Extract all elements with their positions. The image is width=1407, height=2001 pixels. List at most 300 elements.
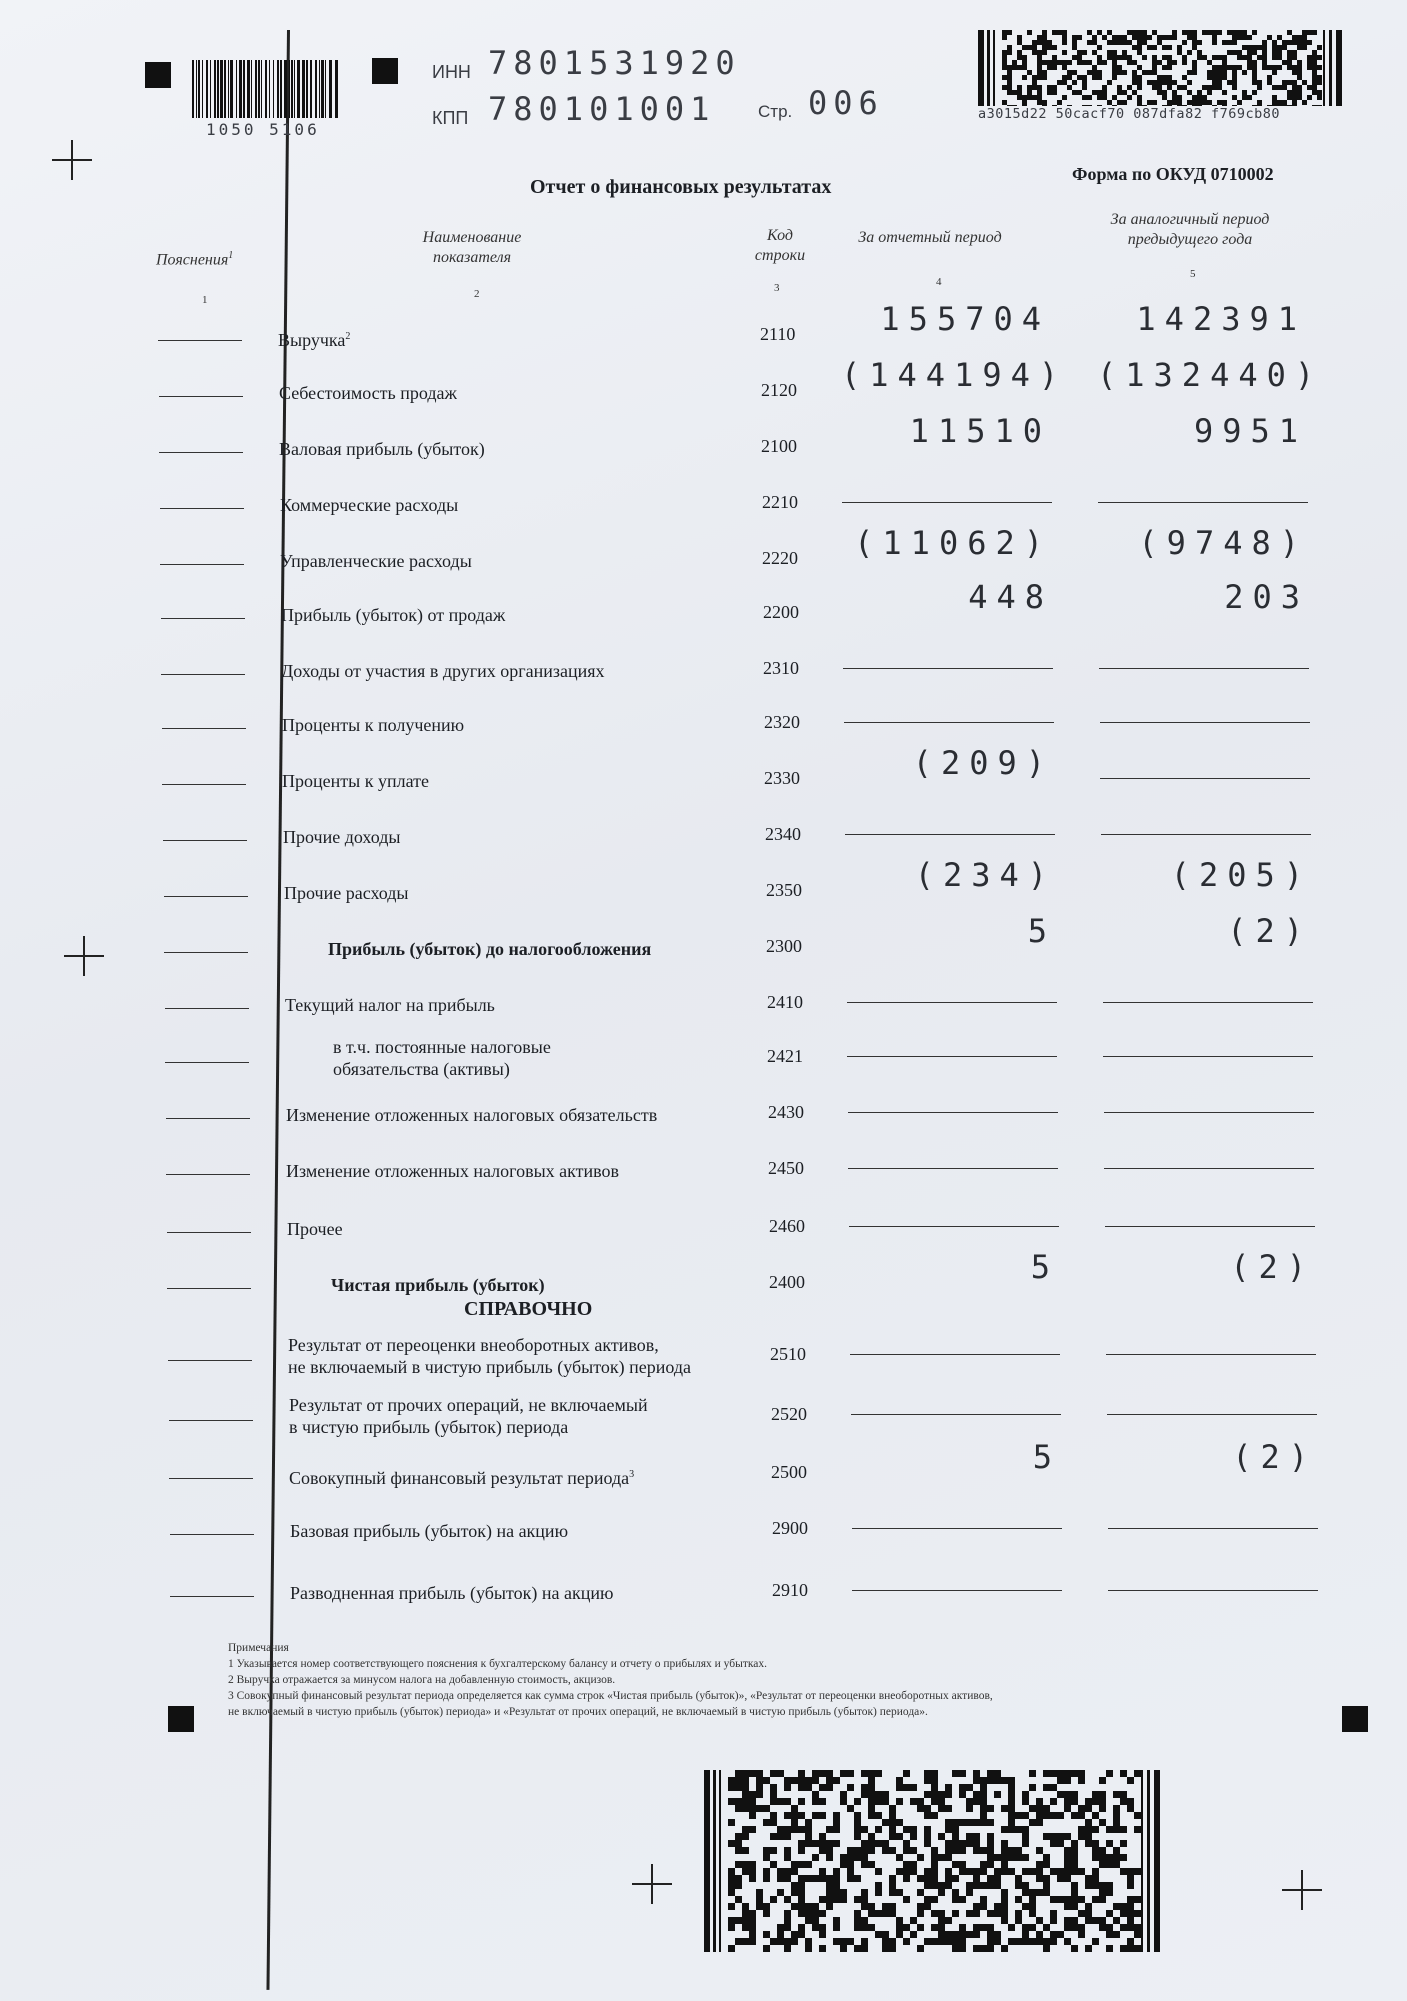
barcode-cell xyxy=(777,1875,784,1882)
barcode-cell xyxy=(917,1910,924,1917)
barcode-cell xyxy=(791,1882,798,1889)
barcode-cell xyxy=(945,1840,952,1847)
barcode-cell xyxy=(966,1910,973,1917)
barcode-cell xyxy=(1036,1847,1043,1854)
table-row xyxy=(0,480,1407,530)
notes-ref-blank xyxy=(159,396,243,397)
barcode-cell xyxy=(910,1833,917,1840)
barcode-cell xyxy=(980,1861,987,1868)
row-name: Выручка$^2$ xyxy=(278,330,351,350)
barcode-cell xyxy=(966,1840,973,1847)
barcode-cell xyxy=(987,1805,994,1812)
barcode-cell xyxy=(1001,1903,1008,1910)
barcode-cell xyxy=(973,1931,980,1938)
barcode-cell xyxy=(1147,35,1152,40)
blank-previous xyxy=(1101,834,1311,835)
barcode-cell xyxy=(987,1945,994,1952)
barcode-cell xyxy=(1134,1868,1141,1875)
barcode-guard xyxy=(1329,30,1332,106)
barcode-cell xyxy=(784,1938,791,1945)
barcode-cell xyxy=(1257,85,1262,90)
barcode-cell xyxy=(798,1777,805,1784)
barcode-cell xyxy=(742,1924,749,1931)
barcode-bar xyxy=(247,60,250,118)
barcode-cell xyxy=(1106,1945,1113,1952)
barcode-cell xyxy=(784,1910,791,1917)
barcode-cell xyxy=(1082,85,1087,90)
barcode-cell xyxy=(798,1847,805,1854)
barcode-cell xyxy=(1036,1805,1043,1812)
barcode-cell xyxy=(931,1938,938,1945)
barcode-cell xyxy=(1071,1847,1078,1854)
barcode-cell xyxy=(777,1889,784,1896)
row-code: 2510 xyxy=(770,1344,806,1364)
barcode-cell xyxy=(805,1945,812,1952)
notes-ref-blank xyxy=(169,1420,253,1421)
barcode-cell xyxy=(1106,1854,1113,1861)
barcode-cell xyxy=(777,1770,784,1777)
barcode-cell xyxy=(959,1791,966,1798)
col-header-notes: Пояснения$^1$ xyxy=(156,250,234,269)
barcode-cell xyxy=(952,1861,959,1868)
barcode-cell xyxy=(1029,1770,1036,1777)
row-code: 2450 xyxy=(768,1158,804,1178)
barcode-cell xyxy=(917,1875,924,1882)
barcode-bar xyxy=(294,60,295,118)
barcode-cell xyxy=(931,1798,938,1805)
barcode-cell xyxy=(798,1910,805,1917)
barcode-cell xyxy=(735,1917,742,1924)
barcode-cell xyxy=(1078,1868,1085,1875)
barcode-cell xyxy=(1071,1882,1078,1889)
value-current: (234) xyxy=(914,856,1056,894)
barcode-cell xyxy=(1015,1882,1022,1889)
barcode-cell xyxy=(1099,1924,1106,1931)
barcode-cell xyxy=(966,1784,973,1791)
barcode-cell xyxy=(945,1826,952,1833)
barcode-cell xyxy=(1029,1805,1036,1812)
barcode-cell xyxy=(812,1812,819,1819)
barcode-cell xyxy=(1237,100,1242,105)
value-previous: (9748) xyxy=(1138,524,1308,562)
barcode-cell xyxy=(1106,1910,1113,1917)
barcode-cell xyxy=(1029,1868,1036,1875)
barcode-cell xyxy=(1008,1819,1015,1826)
barcode-cell xyxy=(1064,1903,1071,1910)
barcode-cell xyxy=(1232,40,1237,45)
barcode-bar xyxy=(230,60,233,118)
barcode-cell xyxy=(1029,1784,1036,1791)
row-code: 2500 xyxy=(771,1462,807,1482)
barcode-cell xyxy=(784,1896,791,1903)
barcode-cell xyxy=(1071,1854,1078,1861)
barcode-cell xyxy=(763,1910,770,1917)
page-label: Стр. xyxy=(758,102,793,121)
barcode-cell xyxy=(861,1770,868,1777)
barcode-cell xyxy=(1092,1854,1099,1861)
barcode-cell xyxy=(770,1896,777,1903)
barcode-cell xyxy=(945,1854,952,1861)
notes-ref-blank xyxy=(163,840,247,841)
barcode-cell xyxy=(742,1791,749,1798)
barcode-bar xyxy=(277,60,279,118)
barcode-cell xyxy=(1252,30,1257,35)
barcode-cell xyxy=(966,1819,973,1826)
blank-current xyxy=(844,722,1054,723)
barcode-cell xyxy=(1078,1805,1085,1812)
barcode-cell xyxy=(882,1945,889,1952)
barcode-cell xyxy=(1057,1770,1064,1777)
barcode-cell xyxy=(777,1826,784,1833)
barcode-cell xyxy=(1064,1777,1071,1784)
value-previous: (2) xyxy=(1227,912,1312,950)
barcode-cell xyxy=(812,1875,819,1882)
barcode-cell xyxy=(791,1805,798,1812)
barcode-cell xyxy=(945,1791,952,1798)
barcode-cell xyxy=(945,1868,952,1875)
barcode-cell xyxy=(1008,1791,1015,1798)
barcode-cell xyxy=(756,1805,763,1812)
barcode-cell xyxy=(1085,1840,1092,1847)
value-current: 448 xyxy=(968,578,1053,616)
row-code: 2200 xyxy=(763,602,799,622)
barcode-cell xyxy=(875,1868,882,1875)
barcode-cell xyxy=(987,1882,994,1889)
barcode-cell xyxy=(784,1833,791,1840)
barcode-cell xyxy=(987,1875,994,1882)
barcode-cell xyxy=(1029,1889,1036,1896)
barcode-cell xyxy=(980,1819,987,1826)
barcode-cell xyxy=(756,1896,763,1903)
barcode-cell xyxy=(1022,1833,1029,1840)
barcode-cell xyxy=(1001,1840,1008,1847)
barcode-cell xyxy=(1122,70,1127,75)
row-code: 2430 xyxy=(768,1102,804,1122)
barcode-cell xyxy=(931,1812,938,1819)
col-number-2: 2 xyxy=(474,288,480,300)
barcode-cell xyxy=(854,1910,861,1917)
barcode-cell xyxy=(798,1798,805,1805)
notes-ref-blank xyxy=(161,618,245,619)
barcode-cell xyxy=(1092,1798,1099,1805)
barcode-cell xyxy=(896,1798,903,1805)
barcode-cell xyxy=(784,1784,791,1791)
barcode-cell xyxy=(1036,1868,1043,1875)
barcode-cell xyxy=(945,1784,952,1791)
col-header-name: Наименование показателя xyxy=(422,229,522,266)
col-number-4: 4 xyxy=(936,276,942,288)
barcode-cell xyxy=(1029,1903,1036,1910)
value-previous: (2) xyxy=(1232,1438,1317,1476)
barcode-cell xyxy=(798,1931,805,1938)
barcode-cell xyxy=(1113,1903,1120,1910)
barcode-cell xyxy=(1043,1812,1050,1819)
barcode-cell xyxy=(952,1826,959,1833)
page-value: 006 xyxy=(808,84,884,122)
barcode-cell xyxy=(882,1910,889,1917)
barcode-cell xyxy=(1050,1812,1057,1819)
barcode-cell xyxy=(784,1812,791,1819)
barcode-cell xyxy=(987,1833,994,1840)
barcode-cell xyxy=(1113,1847,1120,1854)
barcode-cell xyxy=(756,1770,763,1777)
barcode-cell xyxy=(1057,1868,1064,1875)
barcode-cell xyxy=(875,1910,882,1917)
barcode-cell xyxy=(931,1770,938,1777)
barcode-cell xyxy=(987,1924,994,1931)
registration-mark-bottom-right xyxy=(1342,1706,1368,1732)
barcode-cell xyxy=(805,1875,812,1882)
barcode-bar xyxy=(291,60,293,118)
barcode-cell xyxy=(1042,50,1047,55)
barcode-cell xyxy=(931,1861,938,1868)
barcode-cell xyxy=(1152,45,1157,50)
barcode-cell xyxy=(924,1791,931,1798)
barcode-cell xyxy=(1085,1910,1092,1917)
barcode-cell xyxy=(945,1847,952,1854)
barcode-top-left xyxy=(192,60,342,118)
barcode-bar xyxy=(280,60,282,118)
barcode-cell xyxy=(1064,1833,1071,1840)
barcode-cell xyxy=(924,1896,931,1903)
barcode-cell xyxy=(840,1889,847,1896)
barcode-cell xyxy=(735,1784,742,1791)
value-current: (144194) xyxy=(841,356,1068,394)
barcode-bar xyxy=(214,60,216,118)
barcode-cell xyxy=(1106,1924,1113,1931)
barcode-cell xyxy=(1127,1798,1134,1805)
barcode-cell xyxy=(910,1798,917,1805)
barcode-cell xyxy=(980,1868,987,1875)
barcode-cell xyxy=(1036,1917,1043,1924)
notes-ref-blank xyxy=(161,674,245,675)
barcode-cell xyxy=(1071,1770,1078,1777)
barcode-cell xyxy=(1008,1826,1015,1833)
value-previous: (205) xyxy=(1170,856,1312,894)
barcode-cell xyxy=(973,1798,980,1805)
barcode-cell xyxy=(924,1777,931,1784)
barcode-cell xyxy=(854,1826,861,1833)
barcode-cell xyxy=(924,1812,931,1819)
barcode-cell xyxy=(868,1847,875,1854)
barcode-cell xyxy=(1050,1896,1057,1903)
registration-mark-top-left xyxy=(145,62,171,88)
notes-ref-blank xyxy=(164,952,248,953)
barcode-cell xyxy=(1078,1826,1085,1833)
barcode-cell xyxy=(763,1777,770,1784)
row-name: Управленческие расходы xyxy=(280,551,472,571)
barcode-cell xyxy=(973,1868,980,1875)
barcode-cell xyxy=(980,1784,987,1791)
barcode-cell xyxy=(931,1910,938,1917)
barcode-bar xyxy=(335,60,338,118)
barcode-cell xyxy=(945,1875,952,1882)
barcode-bar xyxy=(325,60,326,118)
table-row xyxy=(0,356,1407,418)
barcode-cell xyxy=(1099,1847,1106,1854)
barcode-cell xyxy=(910,1931,917,1938)
value-previous: (132440) xyxy=(1097,356,1324,394)
barcode-cell xyxy=(1092,1875,1099,1882)
barcode-cell xyxy=(952,1896,959,1903)
barcode-bar xyxy=(261,60,262,118)
barcode-cell xyxy=(1071,1903,1078,1910)
barcode-cell xyxy=(1078,1833,1085,1840)
barcode-cell xyxy=(847,1770,854,1777)
barcode-cell xyxy=(728,1819,735,1826)
barcode-cell xyxy=(945,1931,952,1938)
barcode-cell xyxy=(1317,95,1322,100)
barcode-cell xyxy=(756,1784,763,1791)
barcode-cell xyxy=(1106,1889,1113,1896)
barcode-cell xyxy=(777,1924,784,1931)
barcode-cell xyxy=(854,1945,861,1952)
crosshair-mark xyxy=(632,1864,672,1904)
barcode-cell xyxy=(728,1868,735,1875)
value-previous: (2) xyxy=(1230,1248,1315,1286)
barcode-cell xyxy=(868,1784,875,1791)
row-code: 2300 xyxy=(766,936,802,956)
barcode-cell xyxy=(840,1854,847,1861)
barcode-cell xyxy=(833,1875,840,1882)
notes-ref-blank xyxy=(160,508,244,509)
barcode-cell xyxy=(987,1910,994,1917)
barcode-cell xyxy=(1082,50,1087,55)
barcode-cell xyxy=(1085,1798,1092,1805)
barcode-cell xyxy=(1022,1798,1029,1805)
barcode-cell xyxy=(882,1903,889,1910)
col-number-5: 5 xyxy=(1190,268,1196,280)
barcode-cell xyxy=(1057,1791,1064,1798)
table-row xyxy=(0,1146,1407,1196)
barcode-cell xyxy=(749,1938,756,1945)
barcode-cell xyxy=(1029,1819,1036,1826)
kpp-label: КПП xyxy=(432,108,469,128)
barcode-cell xyxy=(819,1798,826,1805)
barcode-bar xyxy=(228,60,229,118)
barcode-cell xyxy=(1008,1868,1015,1875)
col-number-3: 3 xyxy=(774,282,780,294)
blank-previous xyxy=(1106,1354,1316,1355)
barcode-cell xyxy=(805,1777,812,1784)
barcode-cell xyxy=(1001,1854,1008,1861)
barcode-cell xyxy=(1312,30,1317,35)
barcode-cell xyxy=(728,1882,735,1889)
barcode-cell xyxy=(1182,40,1187,45)
value-current: 5 xyxy=(1030,1248,1059,1286)
barcode-cell xyxy=(1022,75,1027,80)
barcode-cell xyxy=(1022,1903,1029,1910)
barcode-cell xyxy=(917,1805,924,1812)
barcode-cell xyxy=(770,1819,777,1826)
table-row xyxy=(0,1034,1407,1084)
barcode-bar xyxy=(321,60,324,118)
barcode-cell xyxy=(1071,1945,1078,1952)
form-code: Форма по ОКУД 0710002 xyxy=(1072,164,1274,184)
barcode-cell xyxy=(903,1826,910,1833)
barcode-bar xyxy=(319,60,320,118)
barcode-cell xyxy=(1064,1854,1071,1861)
barcode-cell xyxy=(798,1784,805,1791)
registration-mark-top-center xyxy=(372,58,398,84)
barcode-cell xyxy=(826,1875,833,1882)
barcode-bar xyxy=(265,60,267,118)
barcode-cell xyxy=(861,1924,868,1931)
barcode-number: 1050 5106 xyxy=(206,120,320,139)
barcode-cell xyxy=(1008,1805,1015,1812)
barcode-cell xyxy=(1064,1868,1071,1875)
barcode-cell xyxy=(847,1875,854,1882)
barcode-cell xyxy=(868,1840,875,1847)
barcode-cell xyxy=(798,1903,805,1910)
barcode-cell xyxy=(861,1784,868,1791)
barcode-cell xyxy=(728,1784,735,1791)
row-name: Изменение отложенных налоговых активов xyxy=(286,1161,620,1181)
value-current: 5 xyxy=(1027,912,1056,950)
barcode-cell xyxy=(1247,95,1252,100)
barcode-cell xyxy=(805,1910,812,1917)
barcode-cell xyxy=(1120,1770,1127,1777)
col-header-current-period: За отчетный период xyxy=(858,229,1002,246)
row-name: в т.ч. постоянные налоговые обязательства (активы) xyxy=(333,1037,551,1079)
barcode-cell xyxy=(1099,1882,1106,1889)
barcode-cell xyxy=(749,1812,756,1819)
row-name: Совокупный финансовый результат периода$^3$ xyxy=(289,1468,635,1488)
barcode-cell xyxy=(959,1784,966,1791)
barcode-cell xyxy=(1022,1812,1029,1819)
barcode-cell xyxy=(728,1917,735,1924)
barcode-cell xyxy=(1172,35,1177,40)
barcode-cell xyxy=(742,1833,749,1840)
barcode-cell xyxy=(1064,1896,1071,1903)
barcode-cell xyxy=(728,1924,735,1931)
barcode-cell xyxy=(1078,1777,1085,1784)
table-row xyxy=(0,646,1407,696)
barcode-cell xyxy=(1317,65,1322,70)
barcode-cell xyxy=(1071,1917,1078,1924)
barcode-cell xyxy=(1001,1777,1008,1784)
barcode-cell xyxy=(903,1770,910,1777)
barcode-cell xyxy=(1127,1805,1134,1812)
barcode-cell xyxy=(819,1784,826,1791)
blank-previous xyxy=(1100,722,1310,723)
value-previous: 142391 xyxy=(1136,300,1306,338)
barcode-cell xyxy=(1097,45,1102,50)
footnote-3: 3 Совокупный финансовый результат периода определяется как сумма строк «Чистая прибыль (убыток)», «Результат от переоценки внеоборотных активов, xyxy=(228,1690,993,1702)
notes-ref-blank xyxy=(166,1174,250,1175)
barcode-cell xyxy=(938,1924,945,1931)
barcode-cell xyxy=(1097,75,1102,80)
barcode-cell xyxy=(791,1903,798,1910)
barcode-cell xyxy=(1007,50,1012,55)
barcode-cell xyxy=(959,1861,966,1868)
table-row xyxy=(0,1090,1407,1140)
barcode-cell xyxy=(1001,1805,1008,1812)
barcode-cell xyxy=(1085,1805,1092,1812)
barcode-cell xyxy=(1127,1875,1134,1882)
barcode-cell xyxy=(994,1931,1001,1938)
barcode-cell xyxy=(924,1840,931,1847)
barcode-cell xyxy=(896,1833,903,1840)
barcode-cell xyxy=(770,1847,777,1854)
barcode-cell xyxy=(1008,1854,1015,1861)
barcode-cell xyxy=(896,1777,903,1784)
barcode-cell xyxy=(728,1945,735,1952)
barcode-cell xyxy=(1113,1819,1120,1826)
barcode-cell xyxy=(1022,1931,1029,1938)
barcode-cell xyxy=(1078,1770,1085,1777)
barcode-cell xyxy=(1036,1931,1043,1938)
